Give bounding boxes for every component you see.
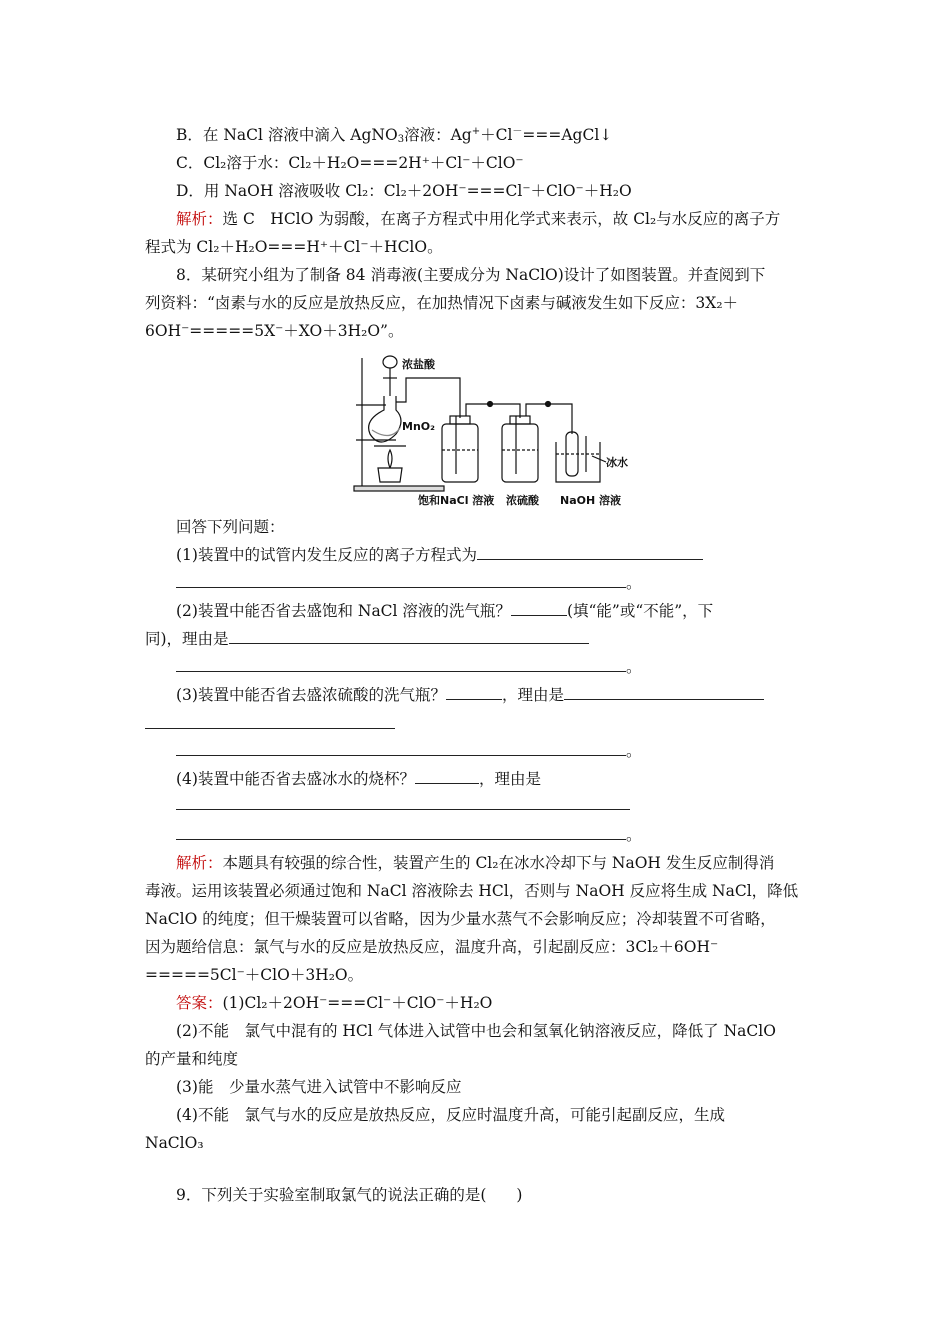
label-mno2: MnO₂ xyxy=(402,420,435,433)
label-naoh-solution: NaOH 溶液 xyxy=(560,494,622,507)
alcohol-lamp xyxy=(378,468,402,482)
label-conc-h2so4: 浓硫酸 xyxy=(506,494,539,507)
answer-blank-3a[interactable] xyxy=(446,685,502,700)
answer-blank-1a[interactable] xyxy=(477,545,703,560)
q8-sub-4: (4)装置中能否省去盛冰水的烧杯？ ，理由是 xyxy=(176,770,541,788)
apparatus-diagram xyxy=(350,350,630,510)
gas-tube xyxy=(396,378,460,418)
q8-stem-line-1: 8．某研究小组为了制备 84 消毒液(主要成分为 NaClO)设计了如图装置。并查阅到下 xyxy=(176,266,766,284)
q8-sub-2-line-3: 。 xyxy=(176,657,642,677)
bottle-nacl xyxy=(442,424,478,482)
answer-blank-2a[interactable] xyxy=(511,601,567,616)
q8-analysis-line-1: 解析：本题具有较强的综合性，装置产生的 Cl₂在冰水冷却下与 NaOH 发生反应制得消 xyxy=(176,854,775,872)
q8-sub-1: (1)装置中的试管内发生反应的离子方程式为 xyxy=(176,545,703,565)
q8-analysis-line-2: 毒液。运用该装置必须通过饱和 NaCl 溶液除去 HCl，否则与 NaOH 反应将生成 NaCl，降低 xyxy=(145,882,799,900)
q8-answer-2-line-2: 的产量和纯度 xyxy=(145,1050,239,1068)
answer-blank-2b[interactable] xyxy=(229,629,589,644)
answer-blank-4b[interactable] xyxy=(176,809,630,810)
q8-sub-4-line-3: 。 xyxy=(176,825,642,845)
q8-answer-1: 答案：(1)Cl₂＋2OH⁻===Cl⁻＋ClO⁻＋H₂O xyxy=(176,994,493,1012)
analysis-label: 解析： xyxy=(176,210,223,228)
q7-analysis-line-1: 解析：选 C HClO 为弱酸，在离子方程式中用化学式来表示，故 Cl₂与水反应的离子方 xyxy=(176,210,781,228)
stand-base xyxy=(354,486,444,491)
q8-answer-4-line-1: (4)不能 氯气与水的反应是放热反应，反应时温度升高，可能引起副反应，生成 xyxy=(176,1106,725,1124)
answer-label: 答案： xyxy=(176,994,223,1012)
q8-sub-2: (2)装置中能否省去盛饱和 NaCl 溶液的洗气瓶？ (填“能”或“不能”，下 xyxy=(176,602,714,620)
analysis-label: 解析： xyxy=(176,854,223,872)
answer-blank-2c[interactable] xyxy=(176,657,626,672)
label-nacl-solution: 饱和NaCl 溶液 xyxy=(418,494,495,507)
bottle-h2so4 xyxy=(502,424,538,482)
q8-answer-4-line-2: NaClO₃ xyxy=(145,1134,204,1152)
q8-answer-2-line-1: (2)不能 氯气中混有的 HCl 气体进入试管中也会和氢氧化钠溶液反应，降低了 NaClO xyxy=(176,1022,776,1040)
q8-sub-3: (3)装置中能否省去盛浓硫酸的洗气瓶？ ，理由是 xyxy=(176,685,764,705)
q8-stem-line-3: 6OH⁻=====5X⁻＋XO＋3H₂O”。 xyxy=(145,322,404,340)
label-ice-water: 冰水 xyxy=(606,456,628,469)
q8-analysis-line-3: NaClO 的纯度；但干燥装置可以省略，因为少量水蒸气不会影响反应；冷却装置不可省略， xyxy=(145,910,776,928)
answer-blank-3b[interactable] xyxy=(564,685,764,700)
option-b: B．在 NaCl 溶液中滴入 AgNO$_3$溶液：Ag+＋Cl－===AgCl↓ xyxy=(176,126,613,145)
q9-stem: 9．下列关于实验室制取氯气的说法正确的是( ) xyxy=(176,1186,523,1204)
answer-blank-3c[interactable] xyxy=(145,728,395,729)
q8-answer-3: (3)能 少量水蒸气进入试管中不影响反应 xyxy=(176,1078,462,1096)
option-d: D．用 NaOH 溶液吸收 Cl₂：Cl₂＋2OH⁻===Cl⁻＋ClO⁻＋H₂O xyxy=(176,182,632,200)
q8-prompt: 回答下列问题： xyxy=(176,518,285,536)
answer-blank-4c[interactable] xyxy=(176,825,626,840)
answer-blank-1b[interactable] xyxy=(176,573,626,588)
label-conc-hcl: 浓盐酸 xyxy=(402,358,435,371)
q8-stem-line-2: 列资料：“卤素与水的反应是放热反应，在加热情况下卤素与碱液发生如下反应：3X₂＋ xyxy=(145,294,739,312)
q8-analysis-line-4: 因为题给信息：氯气与水的反应是放热反应，温度升高，引起副反应：3Cl₂＋6OH⁻ xyxy=(145,938,719,956)
q7-analysis-line-2: 程式为 Cl₂＋H₂O===H⁺＋Cl⁻＋HClO。 xyxy=(145,238,443,256)
q8-sub-3-line-3: 。 xyxy=(176,741,642,761)
option-c: C．Cl₂溶于水：Cl₂＋H₂O===2H⁺＋Cl⁻＋ClO⁻ xyxy=(176,154,524,172)
q8-analysis-line-5: =====5Cl⁻＋ClO＋3H₂O。 xyxy=(145,966,364,984)
q8-sub-2-line-2: 同)，理由是 xyxy=(145,629,589,649)
answer-blank-4a[interactable] xyxy=(415,769,479,784)
answer-blank-3d[interactable] xyxy=(176,741,626,756)
q8-sub-1-line-2: 。 xyxy=(176,573,642,593)
separatory-funnel xyxy=(383,356,397,368)
